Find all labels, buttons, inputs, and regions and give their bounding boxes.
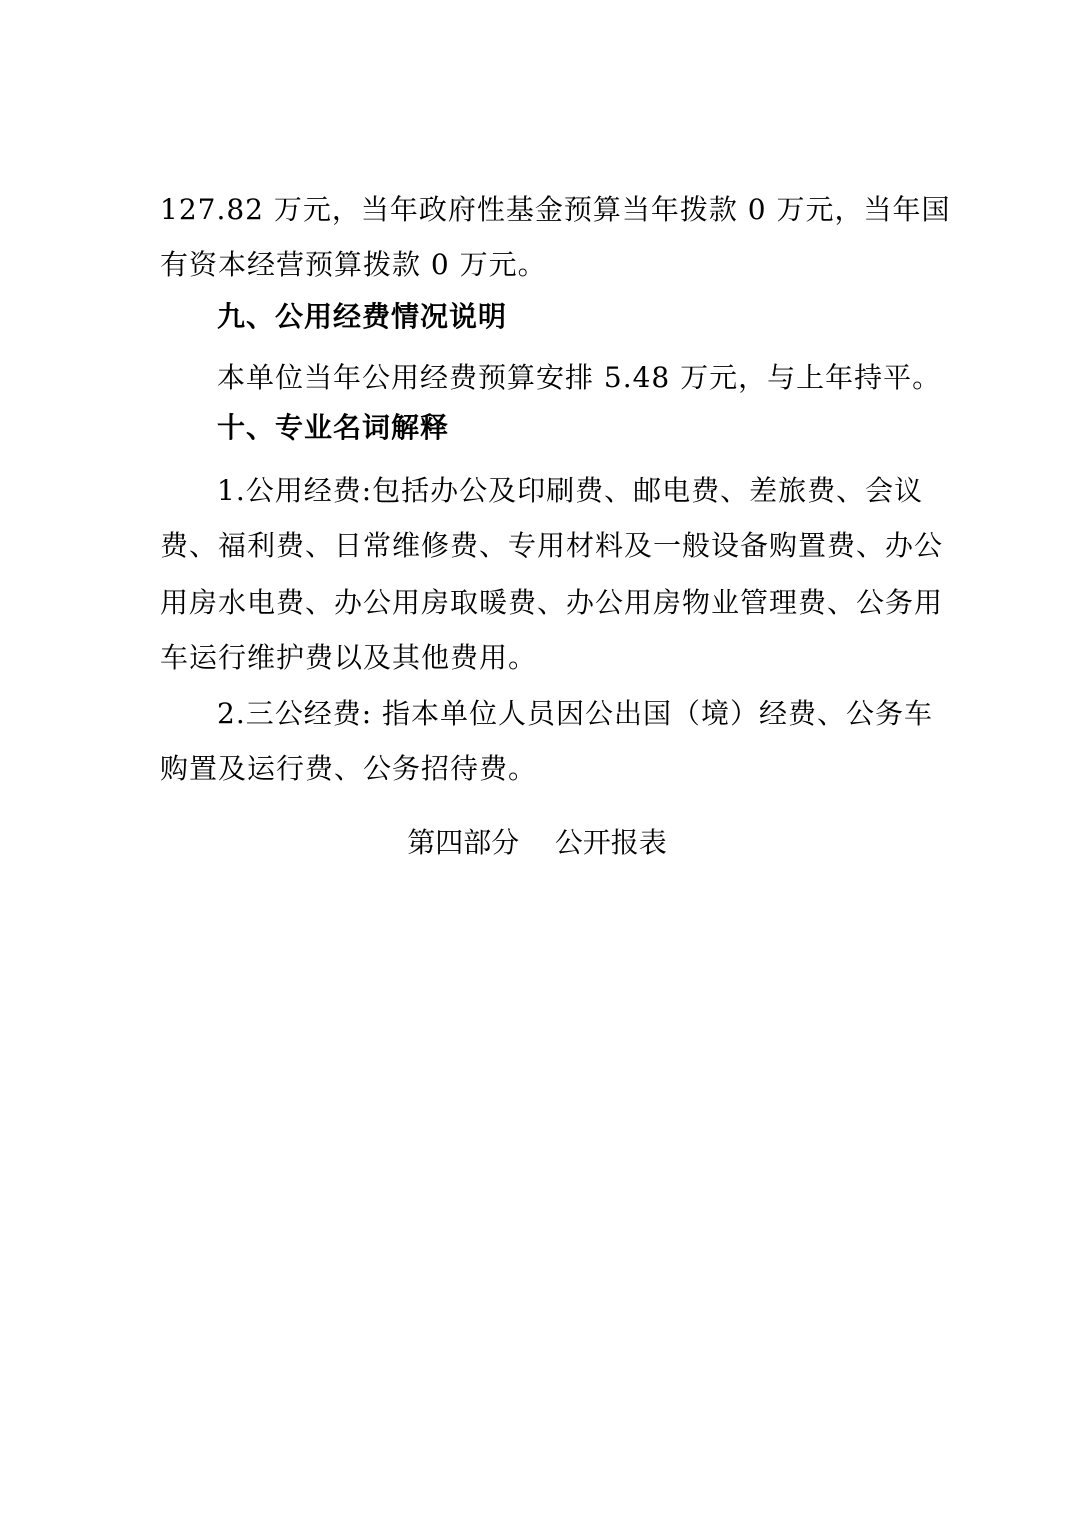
term-1-line-1: 1.公用经费:包括办公及印刷费、邮电费、差旅费、会议	[217, 474, 924, 507]
section-9-body: 本单位当年公用经费预算安排 5.48 万元，与上年持平。	[217, 361, 942, 394]
section-9-heading: 九、公用经费情况说明	[217, 300, 508, 333]
funds-text-line-1: 127.82 万元，当年政府性基金预算当年拨款 0 万元，当年国	[160, 193, 951, 226]
section-10-heading: 十、专业名词解释	[217, 411, 450, 444]
part-4-title: 第四部分 公开报表	[407, 826, 667, 859]
term-1-line-4: 车运行维护费以及其他费用。	[160, 641, 538, 674]
term-1-line-3: 用房水电费、办公用房取暖费、办公用房物业管理费、公务用	[160, 586, 944, 619]
funds-text-line-2: 有资本经营预算拨款 0 万元。	[160, 248, 547, 281]
term-1-line-2: 费、福利费、日常维修费、专用材料及一般设备购置费、办公	[160, 529, 944, 562]
term-2-line-2: 购置及运行费、公务招待费。	[160, 752, 538, 785]
term-2-line-1: 2.三公经费: 指本单位人员因公出国（境）经费、公务车	[217, 697, 934, 730]
